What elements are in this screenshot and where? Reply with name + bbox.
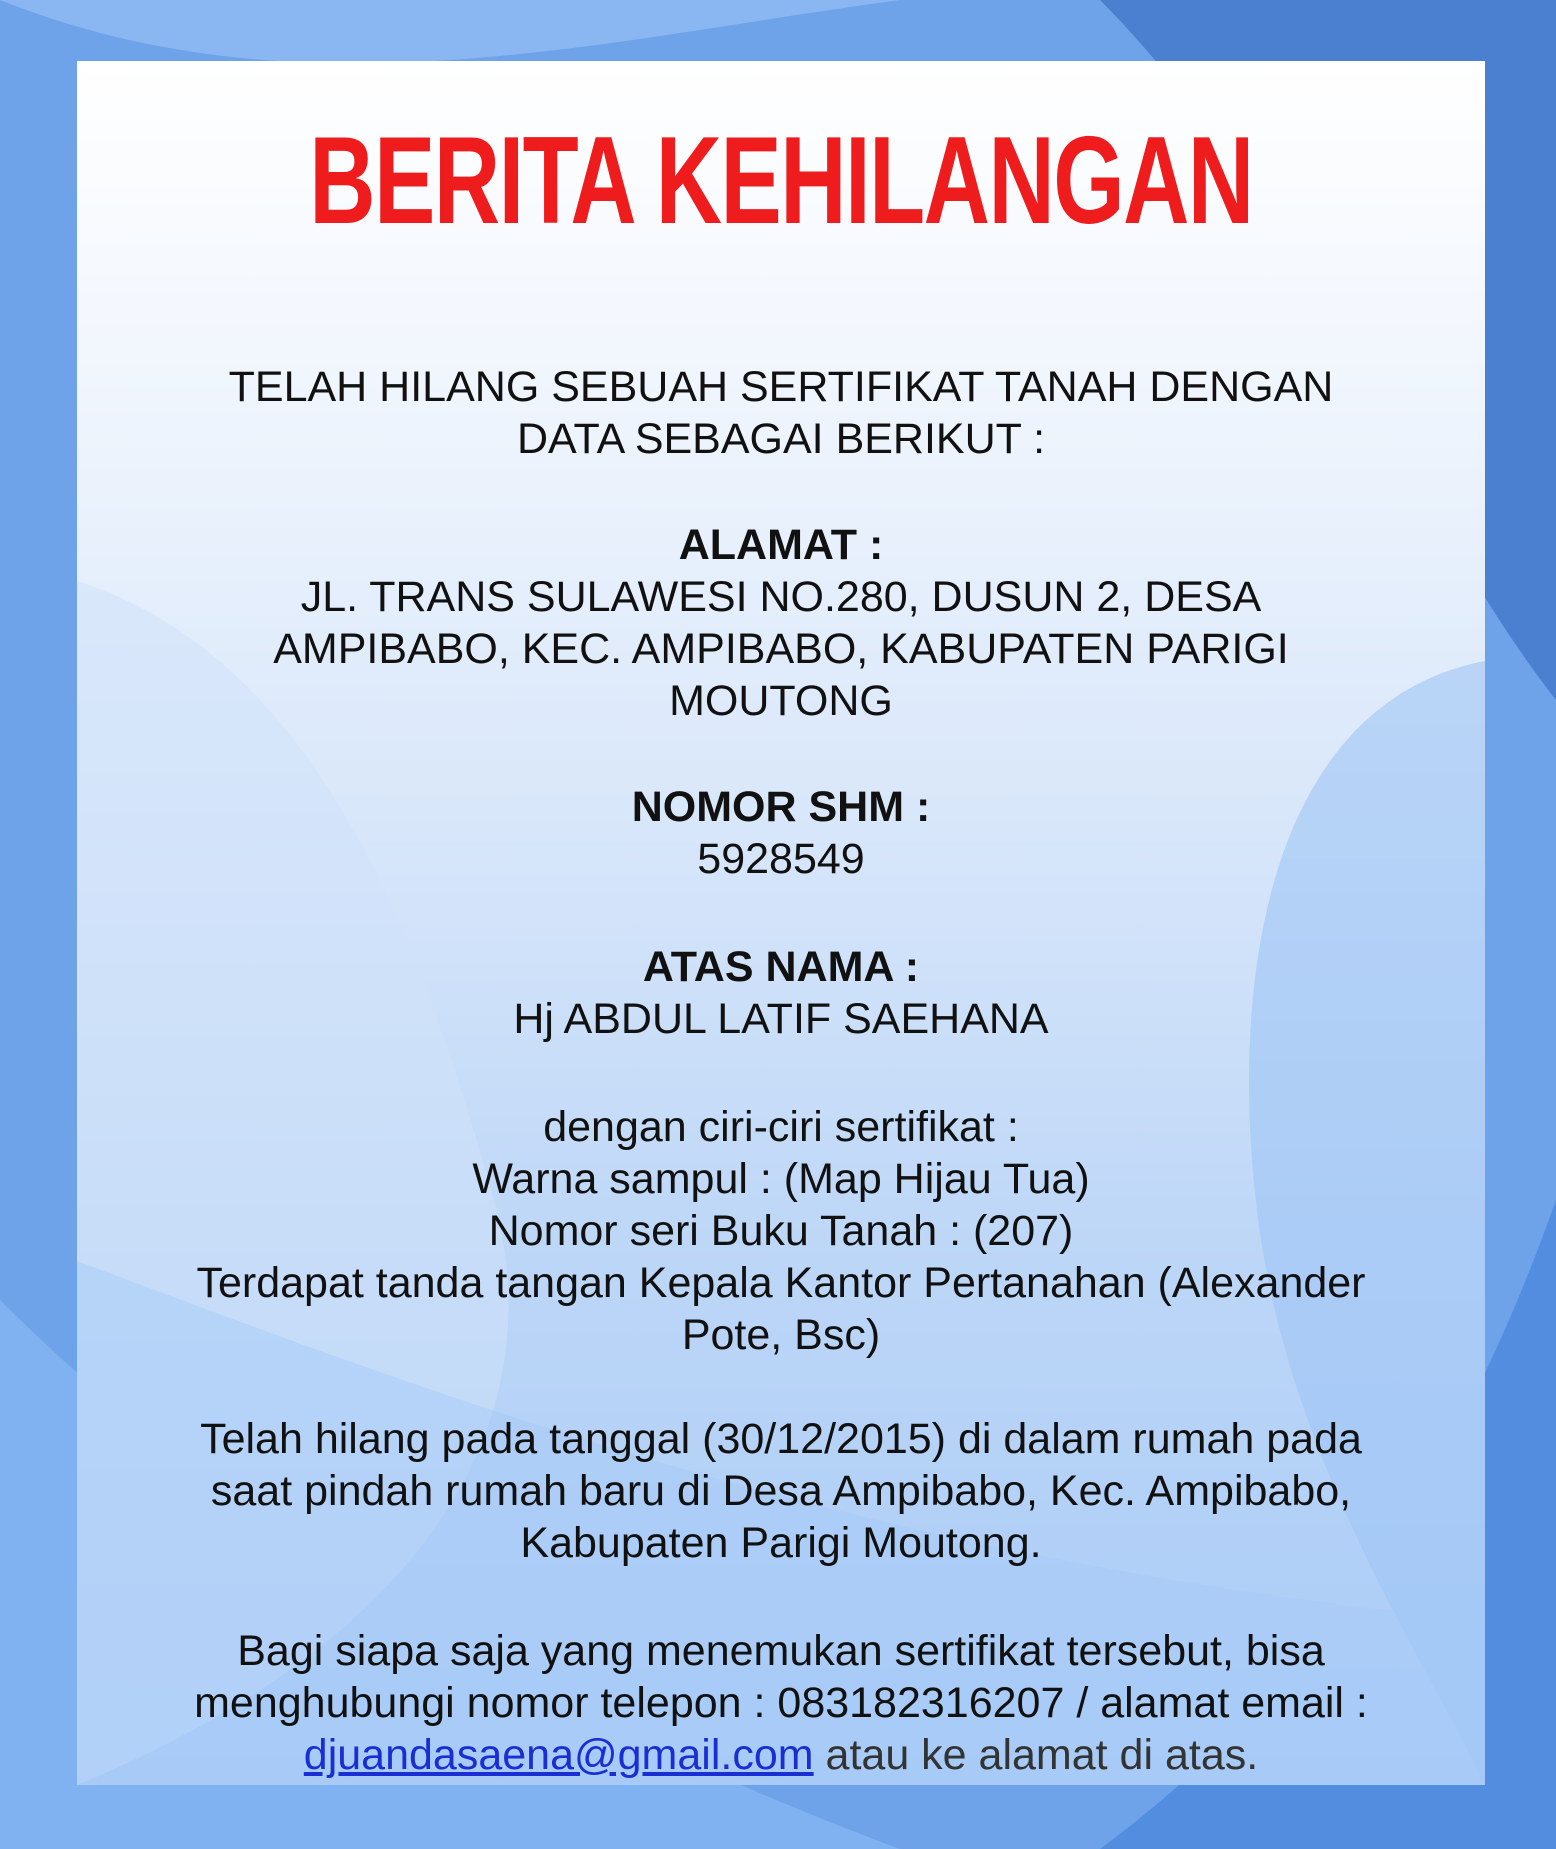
intro-line-1: TELAH HILANG SEBUAH SERTIFIKAT TANAH DENGAN	[228, 363, 1334, 411]
atas-nama-value: Hj ABDUL LATIF SAEHANA	[513, 995, 1049, 1043]
ciri-intro: dengan ciri-ciri sertifikat :	[543, 1103, 1019, 1151]
notice-panel	[77, 61, 1485, 1785]
ciri-ttd-line-1: Terdapat tanda tangan Kepala Kantor Pertanahan (Alexander	[196, 1259, 1366, 1307]
shm-section	[77, 781, 1485, 885]
email-link[interactable]: djuandasaena@gmail.com	[303, 1731, 814, 1779]
alamat-section	[77, 519, 1485, 727]
hilang-line-3: Kabupaten Parigi Moutong.	[520, 1519, 1042, 1567]
ciri-nomor-seri: Nomor seri Buku Tanah : (207)	[488, 1207, 1074, 1255]
notice-content	[77, 61, 1485, 1785]
hilang-section	[77, 1413, 1485, 1569]
atas-nama-label: ATAS NAMA :	[642, 943, 920, 991]
ciri-ttd-line-2: Pote, Bsc)	[681, 1311, 881, 1359]
intro-line-2: DATA SEBAGAI BERIKUT :	[516, 415, 1046, 463]
hilang-line-1: Telah hilang pada tanggal (30/12/2015) di dalam rumah pada	[200, 1415, 1362, 1463]
alamat-line-1: JL. TRANS SULAWESI NO.280, DUSUN 2, DESA	[300, 573, 1262, 621]
kontak-section	[77, 1625, 1485, 1781]
kontak-line-3	[77, 1729, 1485, 1781]
shm-value: 5928549	[697, 835, 865, 883]
shm-label: NOMOR SHM :	[631, 783, 931, 831]
ciri-warna: Warna sampul : (Map Hijau Tua)	[472, 1155, 1090, 1203]
atas-nama-section	[77, 941, 1485, 1045]
kontak-line-2: menghubungi nomor telepon : 083182316207 / alamat email :	[194, 1679, 1368, 1727]
ciri-section	[77, 1101, 1485, 1361]
alamat-line-3: MOUTONG	[669, 677, 893, 725]
alamat-label: ALAMAT :	[678, 521, 884, 569]
alamat-line-2: AMPIBABO, KEC. AMPIBABO, KABUPATEN PARIGI	[273, 625, 1289, 673]
kontak-suffix: atau ke alamat di atas.	[813, 1731, 1259, 1779]
intro-section	[77, 361, 1485, 465]
kontak-line-1: Bagi siapa saja yang menemukan sertifikat tersebut, bisa	[237, 1627, 1325, 1675]
hilang-line-2: saat pindah rumah baru di Desa Ampibabo, Kec. Ampibabo,	[210, 1467, 1352, 1515]
page-title: BERITA KEHILANGAN	[309, 112, 1253, 250]
